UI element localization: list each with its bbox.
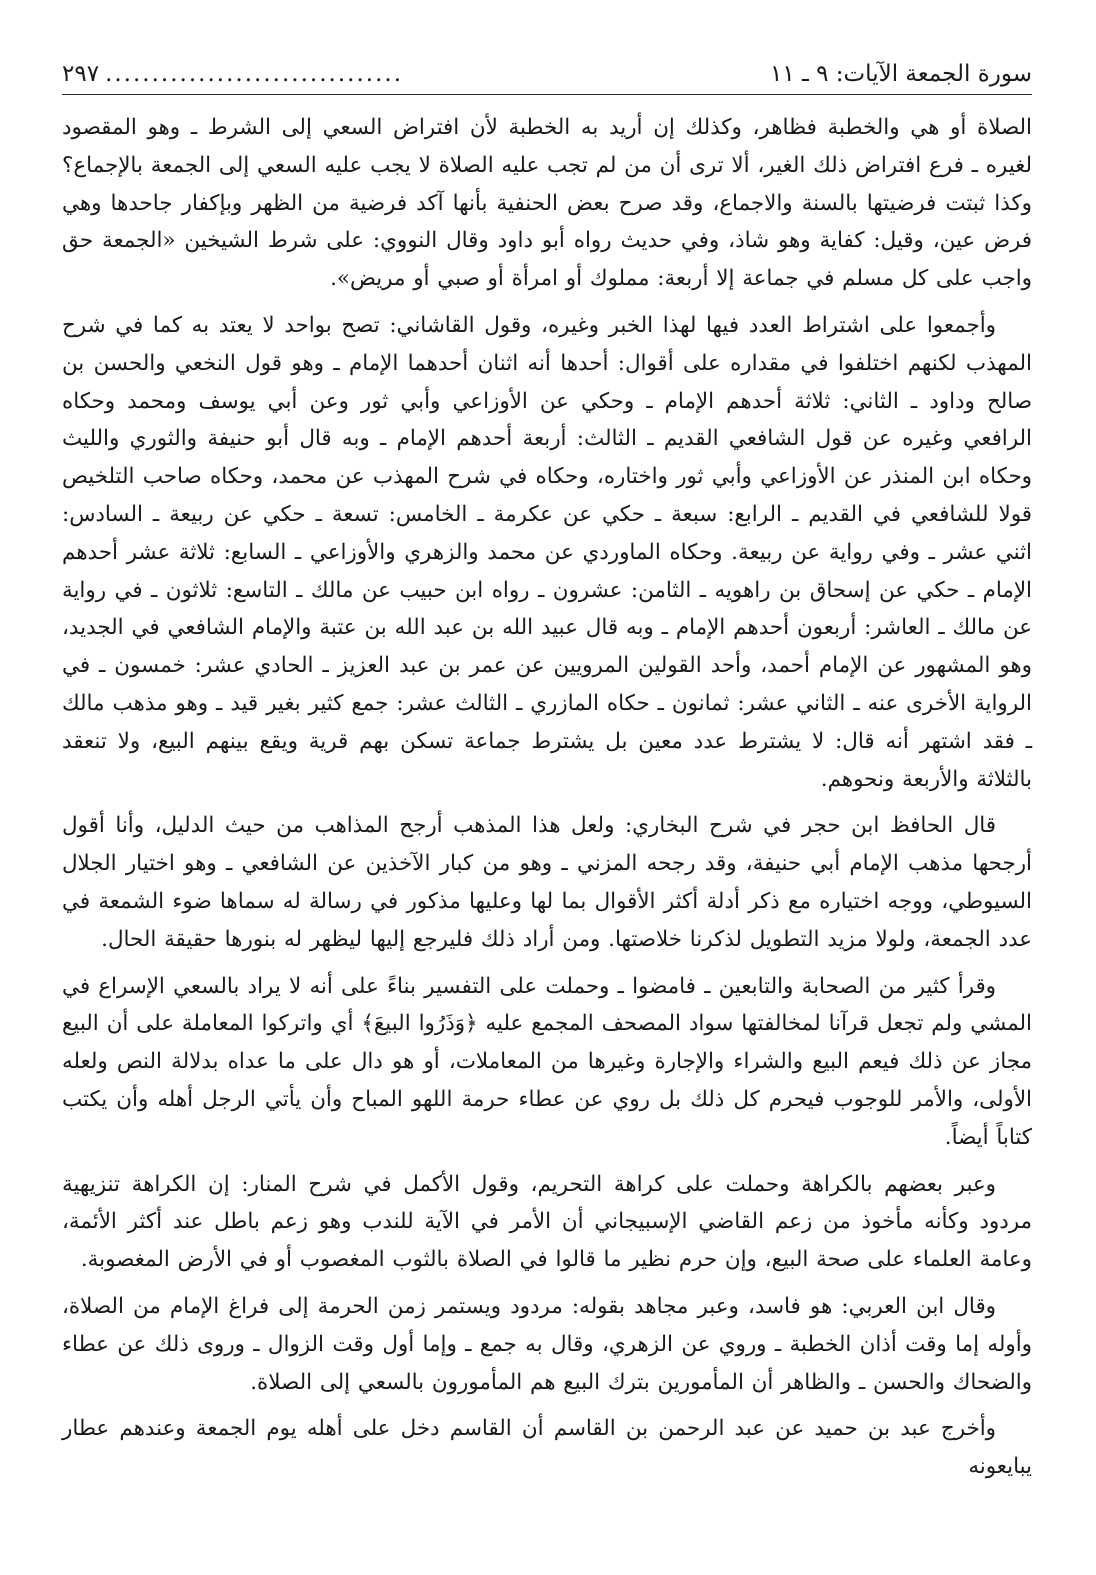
paragraph: وأخرج عبد بن حميد عن عبد الرحمن بن القاسم أن القاسم دخل على أهله يوم الجمعة وعندهم عطار يبايعونه (62, 1416, 1032, 1480)
paragraph: وقرأ كثير من الصحابة والتابعين ـ فامضوا ـ وحملت على التفسير بناءً على أنه لا يراد بالسعي الإسراع في المشي ولم تجعل قرآنا لمخالفتها سواد المصحف المجمع عليه ﴿وَذَرُوا البيعَ﴾ أي واتركوا المعاملة على أن البيع مجاز عن ذلك فيعم البيع والشراء والإجارة وغيرها من المعاملات، أو هو دال على ما عداه بدلالة النص ولعله الأولى، والأمر للوجوب فيحرم كل ذلك بل روي عن عطاء حرمة اللهو المباح وأن يأتي الرجل أهله وأن يكتب كتاباً أيضاً. (62, 973, 1032, 1150)
running-header (62, 58, 1032, 95)
paragraph: وقال ابن العربي: هو فاسد، وعبر مجاهد بقوله: مردود ويستمر زمن الحرمة إلى فراغ الإمام من الصلاة، وأوله إما وقت أذان الخطبة ـ وروي عن الزهري، وقال به جمع ـ وإما أول وقت الزوال ـ وروى ذلك عن عطاء والضحاك والحسن ـ والظاهر أن المأمورين بترك البيع هم المأمورون بالسعي إلى الصلاة. (62, 1293, 1032, 1395)
body-text (62, 109, 1032, 1486)
chapter-title: سورة الجمعة الآيات: ٩ ـ ١١ (770, 61, 1032, 87)
page-number: ٢٩٧ (62, 61, 100, 87)
book-page (62, 58, 1032, 1548)
paragraph: وعبر بعضهم بالكراهة وحملت على كراهة التحريم، وقول الأكمل في شرح المنار: إن الكراهة تنزيهية مردود وكأنه مأخوذ من زعم القاضي الإسبيجاني أن الأمر في الآية للندب وهو زعم باطل عند أكثر الأئمة، وعامة العلماء على صحة البيع، وإن حرم نظير ما قالوا في الصلاة بالثوب المغصوب أو في الأرض المغصوبة. (62, 1171, 1032, 1273)
dot-leader: ................................ (105, 61, 404, 87)
paragraph: قال الحافظ ابن حجر في شرح البخاري: ولعل هذا المذهب أرجح المذاهب من حيث الدليل، وأنا أقول أرجحها مذهب الإمام أبي حنيفة، وقد رجحه المزني ـ وهو من كبار الآخذين عن الشافعي ـ وهو اختيار الجلال السيوطي، ووجه اختياره مع ذكر أدلة أكثر الأقوال بما لها وعليها مذكور في رسالة له سماها ضوء الشمعة في عدد الجمعة، ولولا مزيد التطويل لذكرنا خلاصتها. ومن أراد ذلك فليرجع إليها ليظهر له بنورها حقيقة الحال. (62, 813, 1032, 952)
paragraph: وأجمعوا على اشتراط العدد فيها لهذا الخبر وغيره، وقول القاشاني: تصح بواحد لا يعتد به كما في شرح المهذب لكنهم اختلفوا في مقداره على أقوال: أحدها أنه اثنان أحدهما الإمام ـ وهو قول النخعي والحسن بن صالح وداود ـ الثاني: ثلاثة أحدهم الإمام ـ وحكي عن الأوزاعي وأبي ثور وعن أبي يوسف ومحمد وحكاه الرافعي وغيره عن قول الشافعي القديم ـ الثالث: أربعة أحدهم الإمام ـ وبه قال أبو حنيفة والثوري والليث وحكاه ابن المنذر عن الأوزاعي وأبي ثور واختاره، وحكاه في شرح المهذب عن محمد، وحكاه صاحب التلخيص قولا للشافعي في القديم ـ الرابع: سبعة ـ حكي عن عكرمة ـ الخامس: تسعة ـ حكي عن ربيعة ـ السادس: اثني عشر ـ وفي رواية عن ربيعة. وحكاه الماوردي عن محمد والزهري والأوزاعي ـ السابع: ثلاثة عشر أحدهم الإمام ـ حكي عن إسحاق بن راهويه ـ الثامن: عشرون ـ رواه ابن حبيب عن مالك ـ التاسع: ثلاثون ـ في رواية عن مالك ـ العاشر: أربعون أحدهم الإمام ـ وبه قال عبيد الله بن عبد الله بن عتبة والإمام الشافعي في الجديد، وهو المشهور عن الإمام أحمد، وأحد القولين المرويين عن عمر بن عبد العزيز ـ الحادي عشر: خمسون ـ في الرواية الأخرى عنه ـ الثاني عشر: ثمانون ـ حكاه المازري ـ الثالث عشر: جمع كثير بغير قيد ـ وهو مذهب مالك ـ فقد اشتهر أنه قال: لا يشترط عدد معين بل يشترط جماعة تسكن بهم قرية ويقع بينهم البيع، ولا تنعقد بالثلاثة والأربعة ونحوهم. (62, 312, 1032, 792)
paragraph: الصلاة أو هي والخطبة فظاهر، وكذلك إن أريد به الخطبة لأن افتراض السعي إلى الشرط ـ وهو المقصود لغيره ـ فرع افتراض ذلك الغير، ألا ترى أن من لم تجب عليه الصلاة لا يجب عليه السعي إلى الجمعة بالإجماع؟ وكذا ثبتت فرضيتها بالسنة والاجماع، وقد صرح بعض الحنفية بأنها آكد فرضية من الظهر وبإكفار جاحدها وهي فرض عين، وقيل: كفاية وهو شاذ، وفي حديث رواه أبو داود وقال النووي: على شرط الشيخين «الجمعة حق واجب على كل مسلم في جماعة إلا أربعة: مملوك أو امرأة أو صبي أو مريض». (62, 115, 1032, 292)
